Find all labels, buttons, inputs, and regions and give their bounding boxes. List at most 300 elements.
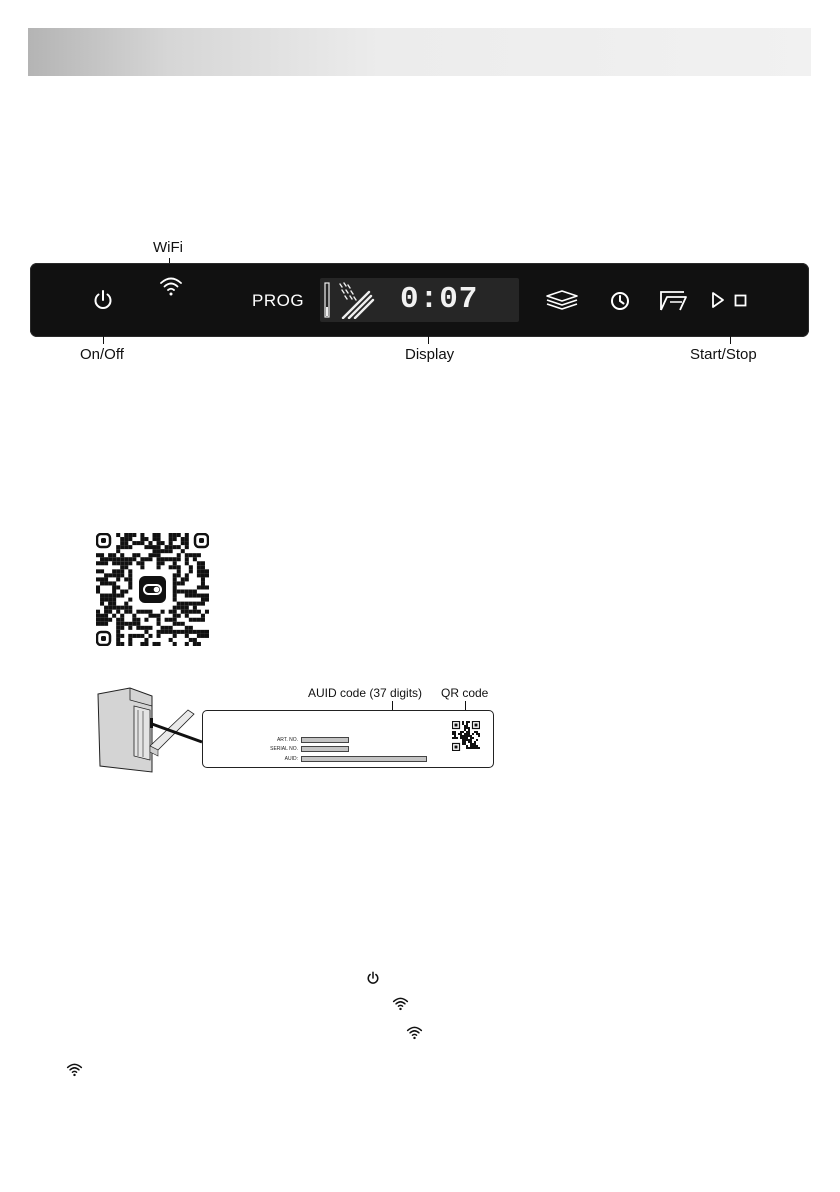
qr-module (124, 533, 128, 537)
qr-module (96, 553, 100, 557)
qr-module (177, 590, 181, 594)
qr-module (454, 731, 456, 733)
qr-module (116, 561, 120, 565)
qr-module (112, 598, 116, 602)
qr-module (144, 537, 148, 541)
qr-module (177, 581, 181, 585)
qr-module (148, 557, 152, 561)
qr-module (157, 614, 161, 618)
qr-module (157, 642, 161, 646)
qr-module (189, 610, 193, 614)
qr-module (468, 733, 470, 735)
qr-module (148, 541, 152, 545)
qr-module (161, 630, 165, 634)
rating-field-art-no: ART. NO. (276, 737, 298, 743)
qr-module (205, 610, 209, 614)
qr-module (104, 618, 108, 622)
qr-module (108, 581, 112, 585)
qr-module (100, 598, 104, 602)
qr-module (201, 630, 205, 634)
qr-module (112, 602, 116, 606)
qr-module (144, 630, 148, 634)
qr-module (116, 549, 120, 553)
qr-module (116, 618, 120, 622)
qr-module (177, 533, 181, 537)
qr-module (466, 731, 468, 733)
qr-module (157, 545, 161, 549)
qr-module (462, 723, 464, 725)
qr-module (181, 602, 185, 606)
qr-module (474, 741, 476, 743)
qr-module (100, 618, 104, 622)
qr-module (181, 610, 185, 614)
qr-module (165, 557, 169, 561)
qr-module (181, 622, 185, 626)
qr-module (120, 594, 124, 598)
qr-module (96, 569, 100, 573)
qr-module (120, 618, 124, 622)
qr-module (120, 569, 124, 573)
qr-module (96, 577, 100, 581)
qr-module (140, 561, 144, 565)
qr-module (185, 614, 189, 618)
qr-module (120, 573, 124, 577)
qr-module (464, 737, 466, 739)
qr-module (100, 561, 104, 565)
qr-module (132, 533, 136, 537)
qr-module (96, 585, 100, 589)
power-icon (366, 971, 380, 985)
qr-module (185, 626, 189, 630)
wifi-icon (66, 1062, 83, 1077)
qr-module (189, 626, 193, 630)
qr-module (169, 557, 173, 561)
qr-module (464, 739, 466, 741)
qr-module (157, 541, 161, 545)
qr-module (185, 630, 189, 634)
qr-module (476, 747, 478, 749)
qr-module (201, 585, 205, 589)
qr-module (474, 743, 476, 745)
qr-module (173, 573, 177, 577)
qr-module (128, 634, 132, 638)
qr-module (100, 569, 104, 573)
qr-module (468, 741, 470, 743)
auid-caption: AUID code (37 digits) (308, 686, 423, 700)
qr-module (112, 569, 116, 573)
qr-module (460, 735, 462, 737)
qr-module (128, 610, 132, 614)
qr-module (136, 541, 140, 545)
qr-module (124, 545, 128, 549)
qr-module (464, 733, 466, 735)
qr-module (124, 561, 128, 565)
qr-module (185, 610, 189, 614)
qr-module (153, 549, 157, 553)
qr-module (116, 577, 120, 581)
qr-module (128, 561, 132, 565)
qr-module (148, 610, 152, 614)
qr-module (193, 594, 197, 598)
qr-module (104, 561, 108, 565)
display-callout-label: Display (405, 346, 455, 363)
qr-module (189, 602, 193, 606)
qr-module (472, 743, 474, 745)
qr-module (185, 577, 189, 581)
app-qr-code (96, 533, 209, 646)
qr-module (468, 721, 470, 723)
qr-module (128, 537, 132, 541)
on-off-leader-line (103, 318, 104, 344)
on-off-callout-label: On/Off (80, 346, 124, 363)
qr-module (177, 573, 181, 577)
qr-module (132, 618, 136, 622)
qr-module (169, 618, 173, 622)
qr-module (120, 626, 124, 630)
qr-module (197, 610, 201, 614)
qr-module (116, 610, 120, 614)
qr-module (173, 642, 177, 646)
qr-module (201, 581, 205, 585)
qr-module (169, 626, 173, 630)
qr-module (112, 594, 116, 598)
start-stop-callout-label: Start/Stop (690, 346, 757, 363)
qr-module (478, 733, 480, 735)
qr-module (185, 573, 189, 577)
qr-module (205, 598, 209, 602)
rating-plate (202, 710, 494, 768)
qr-module (161, 549, 165, 553)
qr-module (177, 602, 181, 606)
qr-module (185, 594, 189, 598)
qr-module (128, 533, 132, 537)
qr-module (128, 573, 132, 577)
qr-module (148, 626, 152, 630)
start-icon[interactable] (711, 291, 725, 309)
qr-module (108, 598, 112, 602)
qr-module (136, 622, 140, 626)
qr-module (460, 733, 462, 735)
qr-module (157, 533, 161, 537)
qr-module (169, 537, 173, 541)
qr-module (181, 606, 185, 610)
qr-module (120, 622, 124, 626)
qr-module (185, 561, 189, 565)
qr-module (462, 735, 464, 737)
qr-module (177, 553, 181, 557)
qr-module (100, 557, 104, 561)
qr-module (466, 723, 468, 725)
qr-module (185, 590, 189, 594)
qr-module (470, 745, 472, 747)
qr-module (140, 557, 144, 561)
qr-module (456, 737, 458, 739)
qr-module (108, 573, 112, 577)
qr-module (173, 614, 177, 618)
qr-module (124, 557, 128, 561)
wifi-icon (392, 996, 409, 1011)
qr-module (173, 537, 177, 541)
qr-module (148, 545, 152, 549)
qr-module (201, 602, 205, 606)
qr-module (161, 610, 165, 614)
qr-module (173, 581, 177, 585)
qr-module (177, 565, 181, 569)
qr-module (189, 630, 193, 634)
qr-module (173, 598, 177, 602)
qr-module (120, 565, 124, 569)
qr-module (128, 569, 132, 573)
qr-module (144, 557, 148, 561)
qr-module (466, 721, 468, 723)
qr-module (462, 731, 464, 733)
qr-module (120, 553, 124, 557)
rating-field-auid: AUID: (284, 756, 298, 762)
qr-module (136, 626, 140, 630)
qr-module (189, 638, 193, 642)
qr-module (173, 634, 177, 638)
clock-delay-icon[interactable] (610, 291, 630, 311)
qr-module (128, 545, 132, 549)
stop-icon[interactable] (734, 294, 747, 307)
qr-module (100, 614, 104, 618)
qr-module (460, 731, 462, 733)
qr-module (478, 747, 480, 749)
qr-module (452, 733, 454, 735)
qr-module (144, 610, 148, 614)
layers-icon[interactable] (545, 289, 579, 311)
qr-module (132, 634, 136, 638)
qr-module (96, 610, 100, 614)
qr-module (104, 594, 108, 598)
qr-module (157, 630, 161, 634)
qr-module (197, 569, 201, 573)
art-no-value-box (301, 737, 349, 743)
qr-module (120, 561, 124, 565)
qr-module (173, 610, 177, 614)
start-stop-leader-line (730, 320, 731, 344)
qr-module (157, 618, 161, 622)
qr-module (177, 557, 181, 561)
qr-module (124, 537, 128, 541)
qr-module (185, 642, 189, 646)
qr-module (452, 731, 454, 733)
qr-module (136, 618, 140, 622)
qr-module (100, 594, 104, 598)
qr-module (476, 745, 478, 747)
qr-module (120, 541, 124, 545)
qr-module (454, 733, 456, 735)
wifi-callout-label: WiFi (153, 239, 183, 256)
qr-module (173, 590, 177, 594)
qr-module (108, 557, 112, 561)
qr-module (193, 590, 197, 594)
qr-module (189, 618, 193, 622)
qr-module (185, 533, 189, 537)
qr-module (108, 594, 112, 598)
qr-module (136, 561, 140, 565)
qr-module (96, 590, 100, 594)
qr-module (128, 622, 132, 626)
qr-module (157, 557, 161, 561)
qr-module (112, 590, 116, 594)
qr-module (140, 626, 144, 630)
qr-module (470, 747, 472, 749)
qr-module (464, 725, 466, 727)
qr-module (468, 747, 470, 749)
qr-module (128, 606, 132, 610)
qr-module (112, 614, 116, 618)
section-header-bar (28, 28, 811, 76)
qr-module (173, 622, 177, 626)
qr-module (120, 590, 124, 594)
qr-module (169, 541, 173, 545)
qr-module (173, 630, 177, 634)
qr-module (116, 630, 120, 634)
qr-module (169, 549, 173, 553)
qr-module (96, 618, 100, 622)
qr-module (108, 618, 112, 622)
qr-caption: QR code (441, 686, 489, 700)
power-icon[interactable] (92, 289, 114, 311)
qr-module (132, 622, 136, 626)
qr-module (197, 602, 201, 606)
qr-module (116, 634, 120, 638)
qr-module (120, 606, 124, 610)
qr-module (177, 569, 181, 573)
qr-module (128, 581, 132, 585)
qr-module (104, 577, 108, 581)
qr-module (205, 594, 209, 598)
qr-module (144, 545, 148, 549)
qr-module (462, 743, 464, 745)
rating-field-serial-no: SERIAL NO. (270, 746, 298, 752)
qr-module (173, 577, 177, 581)
qr-module (112, 553, 116, 557)
qr-module (466, 739, 468, 741)
qr-module (472, 745, 474, 747)
qr-module (197, 618, 201, 622)
qr-module (181, 590, 185, 594)
qr-module (96, 622, 100, 626)
qr-module (128, 638, 132, 642)
qr-module (474, 731, 476, 733)
wifi-icon[interactable] (159, 275, 183, 297)
qr-module (148, 614, 152, 618)
qr-module (100, 577, 104, 581)
qr-module (466, 727, 468, 729)
qr-module (112, 585, 116, 589)
qr-module (472, 737, 474, 739)
qr-module (185, 553, 189, 557)
qr-module (128, 557, 132, 561)
qr-module (197, 585, 201, 589)
qr-module (464, 735, 466, 737)
qr-module (148, 634, 152, 638)
qr-module (201, 634, 205, 638)
qr-module (181, 537, 185, 541)
door-open-icon[interactable] (658, 289, 688, 311)
qr-module (169, 610, 173, 614)
display-time: 0:07 (400, 282, 479, 317)
qr-module (169, 545, 173, 549)
qr-module (201, 614, 205, 618)
qr-module (116, 557, 120, 561)
qr-module (165, 626, 169, 630)
qr-module (476, 739, 478, 741)
prog-button-label[interactable]: PROG (252, 291, 305, 310)
qr-module (116, 533, 120, 537)
qr-module (132, 614, 136, 618)
qr-module (468, 727, 470, 729)
qr-module (144, 626, 148, 630)
qr-module (136, 634, 140, 638)
qr-module (140, 533, 144, 537)
qr-module (181, 541, 185, 545)
qr-module (112, 606, 116, 610)
qr-module (197, 630, 201, 634)
qr-module (140, 565, 144, 569)
qr-module (153, 537, 157, 541)
qr-module (120, 557, 124, 561)
qr-module (108, 610, 112, 614)
qr-module (132, 553, 136, 557)
qr-module (470, 743, 472, 745)
qr-module (177, 622, 181, 626)
qr-module (124, 610, 128, 614)
qr-module (466, 725, 468, 727)
qr-module (173, 585, 177, 589)
qr-module (124, 590, 128, 594)
qr-module (466, 733, 468, 735)
qr-module (104, 573, 108, 577)
qr-module (189, 590, 193, 594)
qr-module (197, 594, 201, 598)
qr-module (116, 626, 120, 630)
qr-module (470, 741, 472, 743)
qr-module (128, 598, 132, 602)
qr-module (161, 561, 165, 565)
qr-module (169, 565, 173, 569)
qr-module (173, 557, 177, 561)
qr-module (464, 729, 466, 731)
qr-module (201, 565, 205, 569)
qr-module (173, 594, 177, 598)
qr-module (181, 577, 185, 581)
serial-no-value-box (301, 746, 349, 752)
qr-module (157, 553, 161, 557)
qr-module (116, 585, 120, 589)
qr-module (468, 735, 470, 737)
qr-module (193, 602, 197, 606)
qr-module (116, 569, 120, 573)
qr-module (108, 606, 112, 610)
qr-module (128, 585, 132, 589)
qr-module (466, 735, 468, 737)
qr-module (201, 573, 205, 577)
qr-module (124, 577, 128, 581)
qr-module (185, 634, 189, 638)
qr-module (124, 606, 128, 610)
qr-module (124, 541, 128, 545)
qr-module (205, 630, 209, 634)
qr-module (462, 721, 464, 723)
qr-module (173, 565, 177, 569)
qr-module (476, 731, 478, 733)
qr-module (104, 598, 108, 602)
qr-module (100, 622, 104, 626)
wifi-icon (406, 1025, 423, 1040)
